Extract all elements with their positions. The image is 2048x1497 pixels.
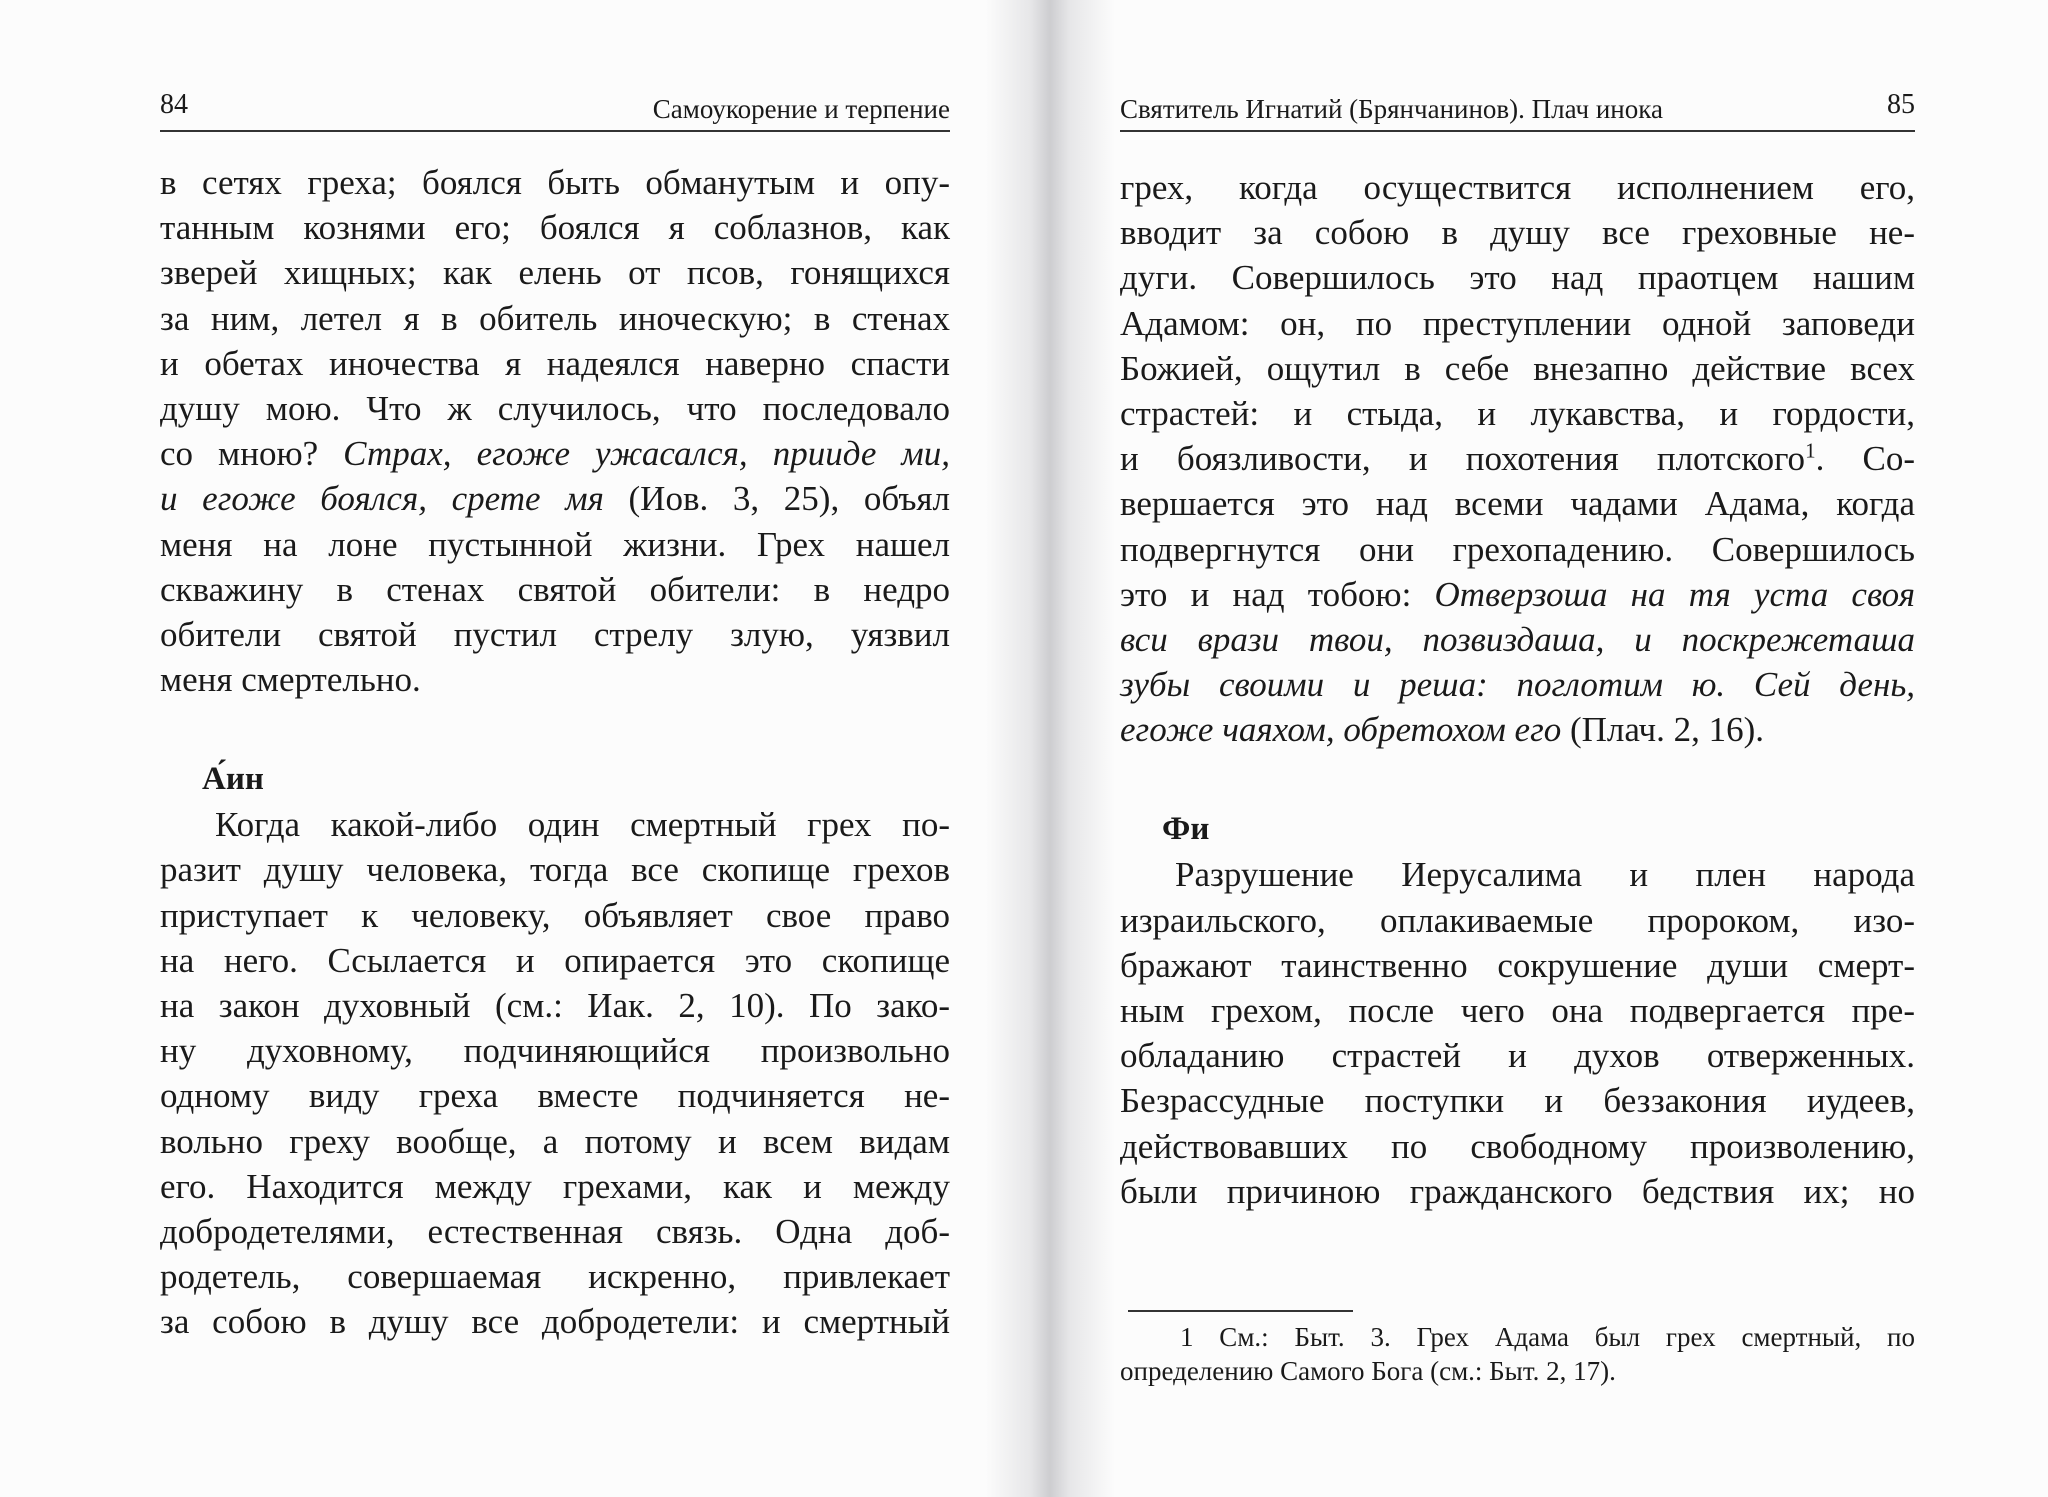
footnote-line: 1 См.: Быт. 3. Грех Адама был грех смертный, по: [1180, 1322, 1915, 1352]
book-gutter: [985, 0, 1115, 1497]
left-running-title: Самоукорение и терпение: [652, 94, 950, 124]
text-line: разит душу человека, тогда все скопище грехов: [160, 850, 950, 890]
right-page-number: 85: [1887, 89, 1915, 120]
text-line: ным грехом, после чего она подвергается пре-: [1120, 991, 1915, 1030]
text-line: [1120, 436, 1915, 481]
text-line: танным кознями его; боялся я соблазнов, как: [160, 208, 950, 248]
text-line: Божией, ощутил в себе внезапно действие всех: [1120, 348, 1915, 388]
text-line: [160, 431, 950, 476]
text-line: приступает к человеку, объявляет свое право: [160, 895, 950, 935]
text-line: за ним, летел я в обитель иноческую; в стенах: [160, 298, 950, 338]
text-line: на него. Ссылается и опирается это скопище: [160, 940, 950, 980]
section-gap: [1120, 752, 1915, 807]
text-line: подвергнутся они грехопадению. Совершилось: [1120, 529, 1915, 569]
text-line: Адамом: он, по преступлении одной заповеди: [1120, 303, 1915, 343]
text-line: и обетах иночества я надеялся наверно спасти: [160, 343, 950, 383]
left-running-head: [160, 88, 950, 132]
text-run: со мною?: [160, 434, 344, 474]
text-line: родетель, совершаемая искренно, привлекает: [160, 1257, 950, 1297]
text-line: меня на лоне пустынной жизни. Грех нашел: [160, 524, 950, 564]
italic-quote: егоже чаяхом, обретохом его: [1120, 710, 1562, 750]
footnotes: [1120, 1320, 1915, 1388]
text-run: . Со-: [1815, 439, 1915, 479]
text-line: вводит за собою в душу все греховные не-: [1120, 213, 1915, 253]
text-line: [1120, 707, 1915, 752]
right-body-text: [1120, 165, 1915, 1214]
footnote-marker: 1: [1805, 438, 1816, 463]
text-line: меня смертельно.: [160, 660, 421, 700]
text-line: ну духовному, подчиняющийся произвольно: [160, 1031, 950, 1071]
text-line: [1120, 572, 1915, 617]
text-run: это и над тобою:: [1120, 574, 1435, 614]
text-line: добродетелями, естественная связь. Одна доб-: [160, 1211, 950, 1251]
text-line: вольно греху вообще, а потому и всем видам: [160, 1121, 950, 1161]
text-line: грех, когда осуществится исполнением его,: [1120, 168, 1915, 207]
section-heading: А́ин: [202, 761, 264, 798]
text-line: скважину в стенах святой обители: в недро: [160, 569, 950, 609]
text-line: страстей: и стыда, и лукавства, и гордости,: [1120, 393, 1915, 433]
text-line: душу мою. Что ж случилось, что последовало: [160, 388, 950, 428]
text-line: [160, 476, 950, 521]
text-line: Разрушение Иерусалима и плен народа: [1175, 855, 1915, 895]
italic-quote: Страх, егоже ужасался, прииде ми,: [343, 434, 950, 474]
text-line: одному виду греха вместе подчиняется не-: [160, 1076, 950, 1116]
text-line: его. Находится между грехами, как и между: [160, 1166, 950, 1206]
text-line: Безрассудные поступки и беззакония иудеев,: [1120, 1081, 1915, 1121]
left-body-text: [160, 160, 950, 1345]
section-gap: [160, 702, 950, 757]
footnote-line: определению Самого Бога (см.: Быт. 2, 17).: [1120, 1356, 1616, 1386]
footnote-rule: [1128, 1310, 1353, 1312]
text-line: зверей хищных; как елень от псов, гонящихся: [160, 253, 950, 293]
text-line: обладанию страстей и духов отверженных.: [1120, 1036, 1915, 1076]
italic-quote: и егоже боялся, срете мя: [160, 479, 604, 519]
section-heading: Фи: [1162, 811, 1210, 848]
text-line: на закон духовный (см.: Иак. 2, 10). По зако-: [160, 986, 950, 1025]
text-run: и боязливости, и похотения плотского: [1120, 439, 1806, 479]
text-line: израильского, оплакиваемые пророком, изо-: [1120, 900, 1915, 940]
text-line: за собою в душу все добродетели: и смертный: [160, 1302, 950, 1342]
italic-quote-line: вси врази твои, позвиздаша, и поскрежеташа: [1120, 619, 1915, 659]
right-running-head: [1120, 88, 1915, 132]
text-line: вершается это над всеми чадами Адама, когда: [1120, 484, 1915, 524]
text-line: Когда какой-либо один смертный грех по-: [215, 805, 950, 845]
italic-quote-line: зубы своими и реша: поглотим ю. Сей день,: [1120, 665, 1915, 705]
text-run: (Плач. 2, 16).: [1561, 710, 1765, 750]
right-running-title: Святитель Игнатий (Брянчанинов). Плач инока: [1120, 94, 1663, 124]
text-line: действовавших по свободному произволению,: [1120, 1126, 1915, 1166]
text-run: (Иов. 3, 25), объял: [603, 479, 950, 519]
text-line: в сетях греха; боялся быть обманутым и опу-: [160, 163, 950, 202]
text-line: дуги. Совершилось это над праотцем нашим: [1120, 258, 1915, 298]
italic-quote: Отверзоша на тя уста своя: [1434, 574, 1915, 614]
text-line: бражают таинственно сокрушение души смерт-: [1120, 945, 1915, 985]
left-page-number: 84: [160, 89, 188, 120]
text-line: были причиною гражданского бедствия их; но: [1120, 1171, 1915, 1211]
text-line: обители святой пустил стрелу злую, уязвил: [160, 614, 950, 654]
